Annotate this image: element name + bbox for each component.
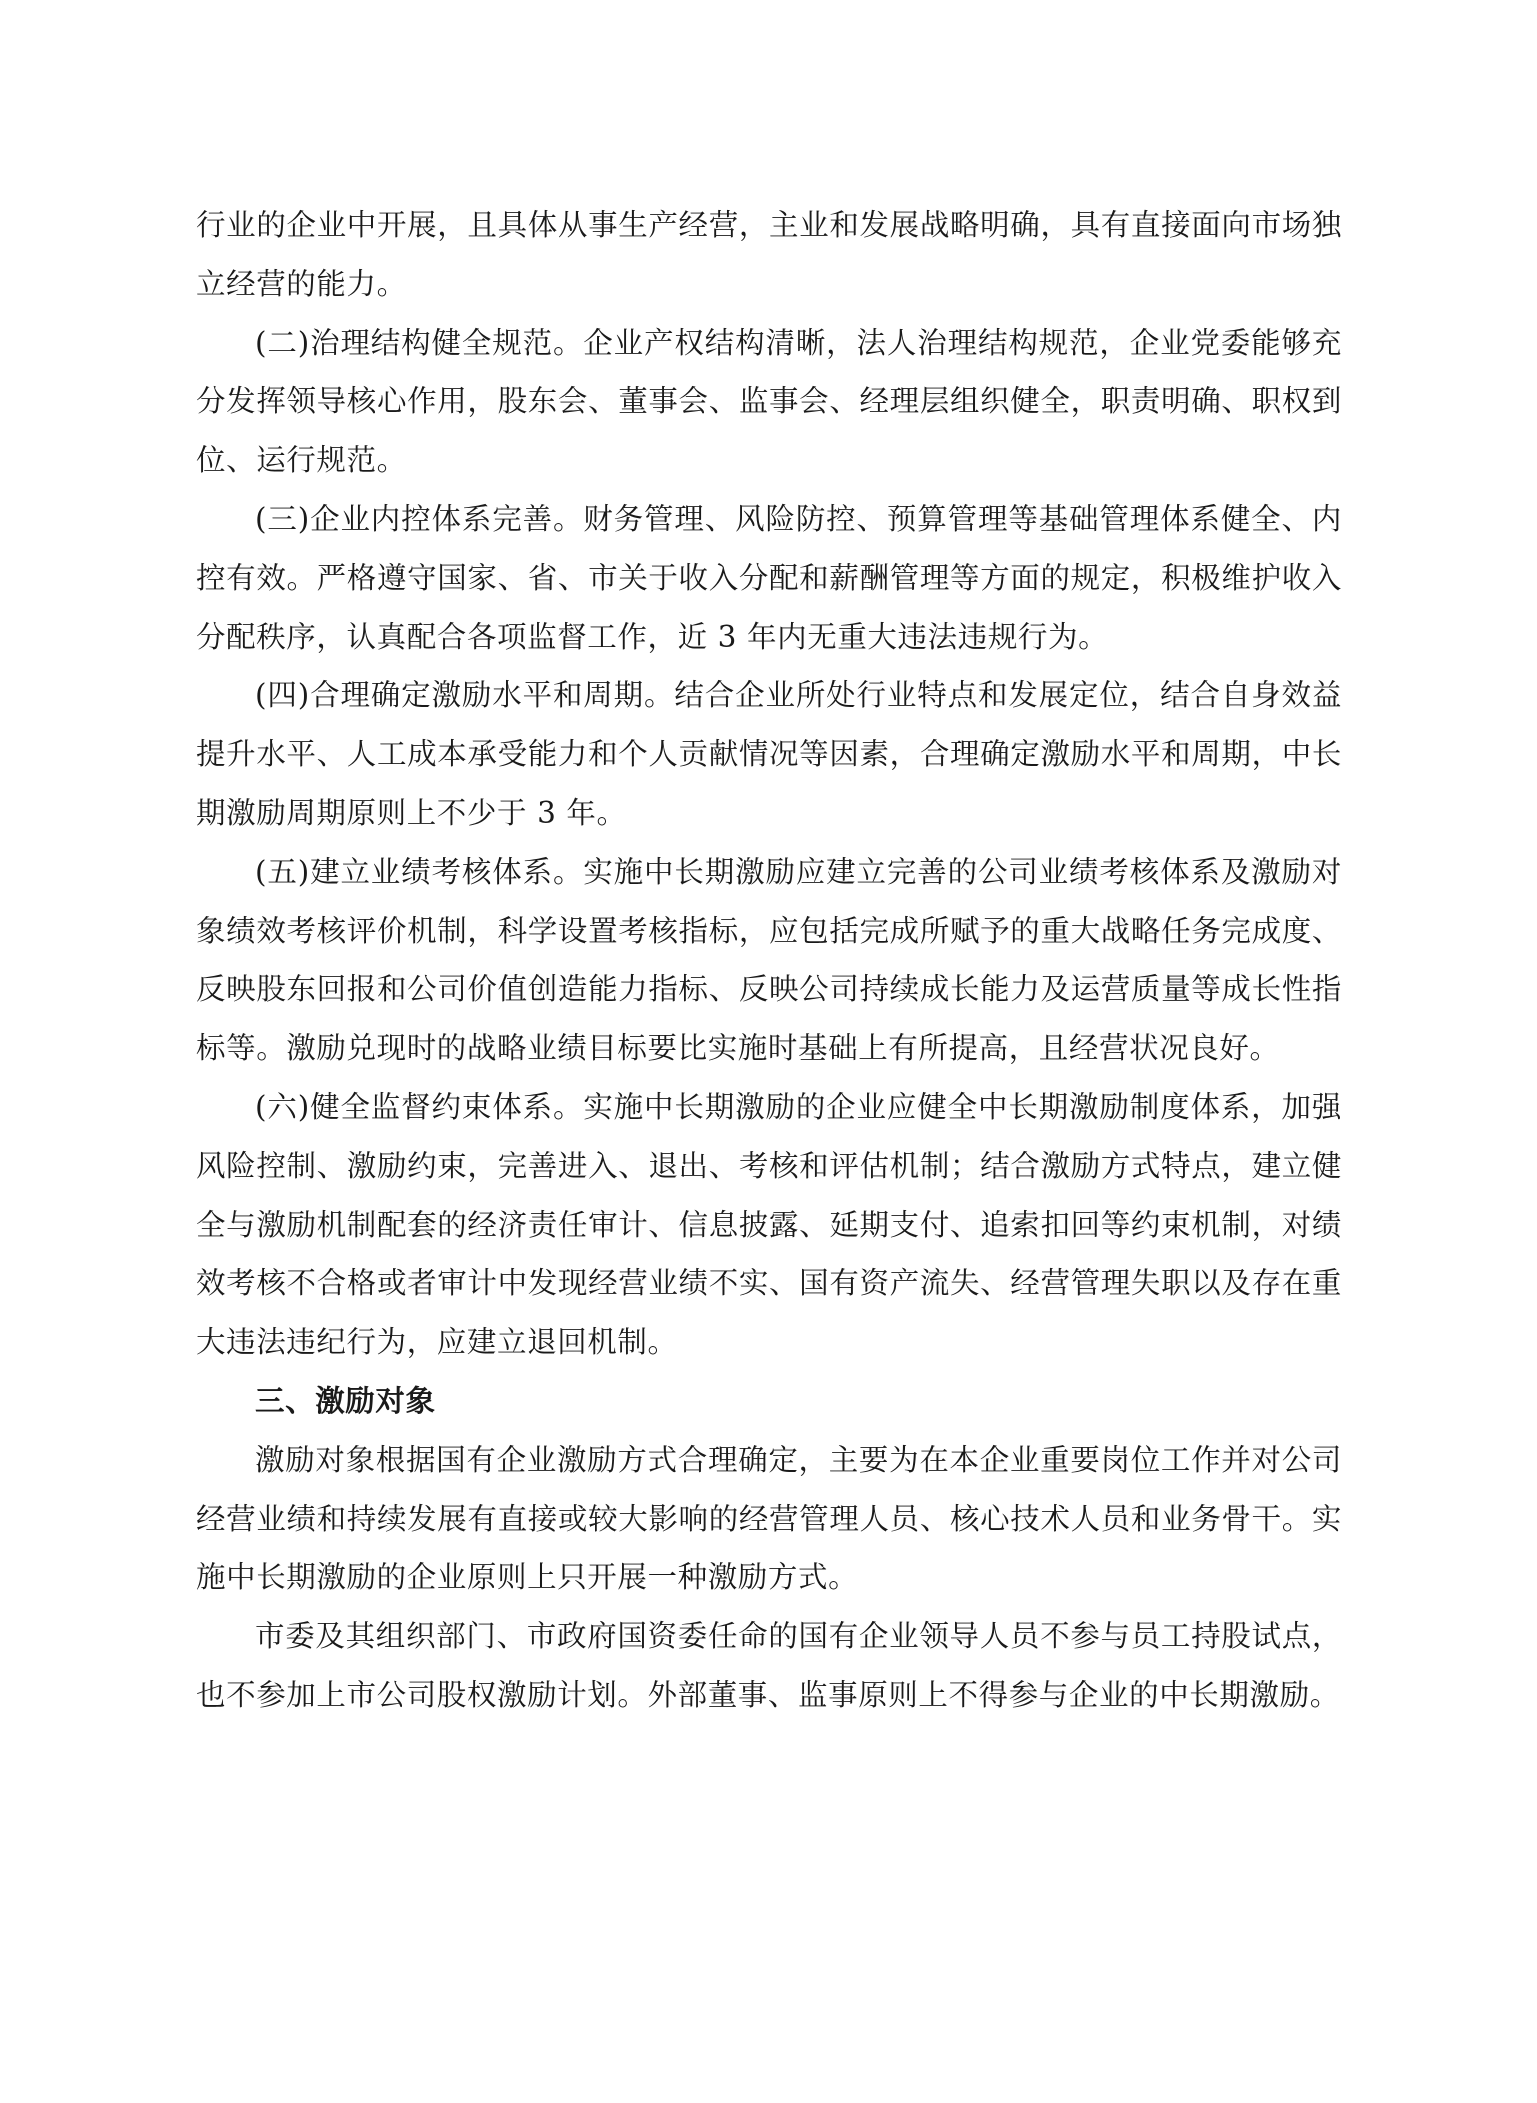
paragraph-continuation: 行业的企业中开展，且具体从事生产经营，主业和发展战略明确，具有直接面向市场独立经营的能力。 — [196, 208, 1342, 301]
paragraph-governance-structure: (二)治理结构健全规范。企业产权结构清晰，法人治理结构规范，企业党委能够充分发挥领导核心作用，股东会、董事会、监事会、经理层组织健全，职责明确、职权到位、运行规范。 — [196, 325, 1342, 478]
paragraph-supervision-constraint: (六)健全监督约束体系。实施中长期激励的企业应健全中长期激励制度体系，加强风险控制、激励约束，完善进入、退出、考核和评估机制；结合激励方式特点，建立健全与激励机制配套的经济责任审计、信息披露、延期支付、追索扣回等约束机制，对绩效考核不合格或者审计中发现经营业绩不实、国有资产流失、经营管理失职以及存在重大违法违纪行为，应建立退回机制。 — [196, 1089, 1342, 1360]
document-body — [196, 196, 1342, 1725]
paragraph-performance-assessment: (五)建立业绩考核体系。实施中长期激励应建立完善的公司业绩考核体系及激励对象绩效考核评价机制，科学设置考核指标，应包括完成所赋予的重大战略任务完成度、反映股东回报和公司价值创造能力指标、反映公司持续成长能力及运营质量等成长性指标等。激励兑现时的战略业绩目标要比实施时基础上有所提高，且经营状况良好。 — [196, 854, 1342, 1066]
paragraph-incentive-objects: 激励对象根据国有企业激励方式合理确定，主要为在本企业重要岗位工作并对公司经营业绩和持续发展有直接或较大影响的经营管理人员、核心技术人员和业务骨干。实施中长期激励的企业原则上只开展一种激励方式。 — [196, 1442, 1342, 1595]
paragraph-internal-control: (三)企业内控体系完善。财务管理、风险防控、预算管理等基础管理体系健全、内控有效。严格遵守国家、省、市关于收入分配和薪酬管理等方面的规定，积极维护收入分配秩序，认真配合各项监督工作，近 3 年内无重大违法违规行为。 — [196, 501, 1342, 654]
paragraph-incentive-level-cycle: (四)合理确定激励水平和周期。结合企业所处行业特点和发展定位，结合自身效益提升水平、人工成本承受能力和个人贡献情况等因素，合理确定激励水平和周期，中长期激励周期原则上不少于 3 年。 — [196, 678, 1342, 830]
paragraph-exclusions: 市委及其组织部门、市政府国资委任命的国有企业领导人员不参与员工持股试点，也不参加上市公司股权激励计划。外部董事、监事原则上不得参与企业的中长期激励。 — [196, 1619, 1342, 1712]
section-heading: 三、激励对象 — [255, 1383, 436, 1418]
